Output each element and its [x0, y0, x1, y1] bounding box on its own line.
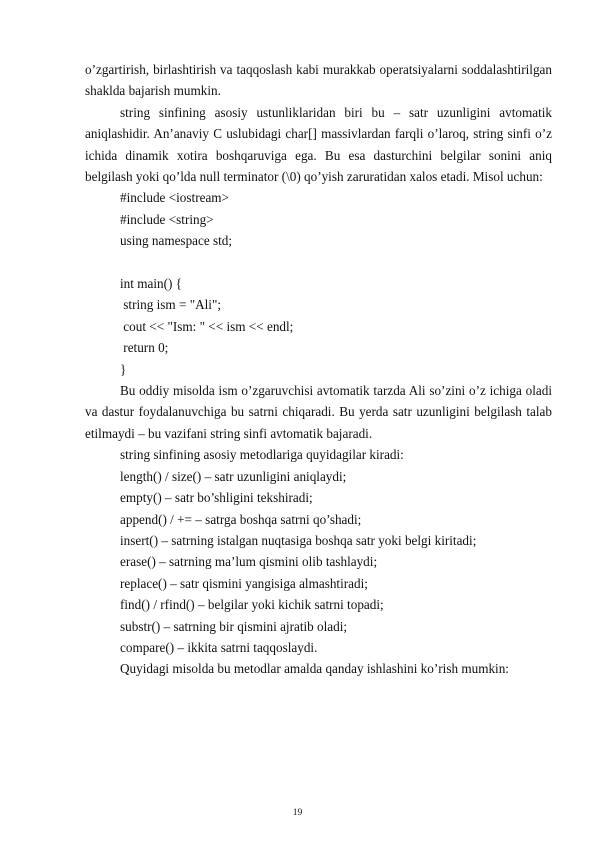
- code-line: int main() {: [120, 276, 182, 292]
- code-line: }: [120, 361, 127, 377]
- method-item: compare() – ikkita satrni taqqoslaydi.: [120, 639, 318, 655]
- method-item: replace() – satr qismini yangisiga almashtiradi;: [120, 575, 368, 591]
- code-line: string ism = "Ali";: [120, 297, 221, 313]
- intro-paragraph: o’zgartirish, birlashtirish va taqqoslash kabi murakkab operatsiyalarni soddalashtirilgan shaklda bajarish mumkin.: [85, 62, 552, 99]
- code-example: [85, 187, 552, 380]
- method-item: append() / += – satrga boshqa satrni qo’shadi;: [120, 511, 362, 527]
- methods-intro: string sinfining asosiy metodlariga quyidagilar kiradi:: [120, 447, 404, 463]
- code-line: cout << "Ism: " << ism << endl;: [120, 318, 294, 334]
- string-class-paragraph: string sinfining asosiy ustunliklaridan biri bu – satr uzunligini avtomatik aniqlashidir. An’anaviy C uslubidagi char[] massivlardan farqli o’laroq, string sinfi o’z ichida dinamik xotira boshqaruviga ega. Bu esa dasturchini belgilar sonini aniq belgilash yoki qo’lda null terminator (\0) qo’yish zaruratidan xalos etadi. Misol uchun:: [85, 104, 552, 185]
- code-line: return 0;: [120, 340, 169, 356]
- page-content: [85, 59, 552, 680]
- code-line: using namespace std;: [120, 233, 233, 249]
- method-item: empty() – satr bo’shligini tekshiradi;: [120, 490, 313, 506]
- method-item: insert() – satrning istalgan nuqtasiga boshqa satr yoki belgi kiritadi;: [120, 532, 477, 548]
- method-item: erase() – satrning ma’lum qismini olib tashlaydi;: [120, 554, 378, 570]
- page-number: 19: [292, 808, 303, 818]
- explanation-paragraph: Bu oddiy misolda ism o’zgaruvchisi avtomatik tarzda Ali so’zini o’z ichiga oladi va dastur foydalanuvchiga bu satrni chiqaradi. Bu yerda satr uzunligini belgilash talab etilmaydi – bu vazifani string sinfi avtomatik bajaradi.: [85, 383, 552, 441]
- method-item: length() / size() – satr uzunligini aniqlaydi;: [120, 468, 347, 484]
- code-blank-line: [85, 252, 552, 273]
- method-item: substr() – satrning bir qismini ajratib oladi;: [120, 618, 348, 634]
- code-line: #include <string>: [120, 211, 214, 227]
- closing-line: Quyidagi misolda bu metodlar amalda qanday ishlashini ko’rish mumkin:: [120, 661, 509, 677]
- method-item: find() / rfind() – belgilar yoki kichik satrni topadi;: [120, 597, 384, 613]
- code-line: #include <iostream>: [120, 190, 229, 206]
- methods-list: [85, 466, 552, 659]
